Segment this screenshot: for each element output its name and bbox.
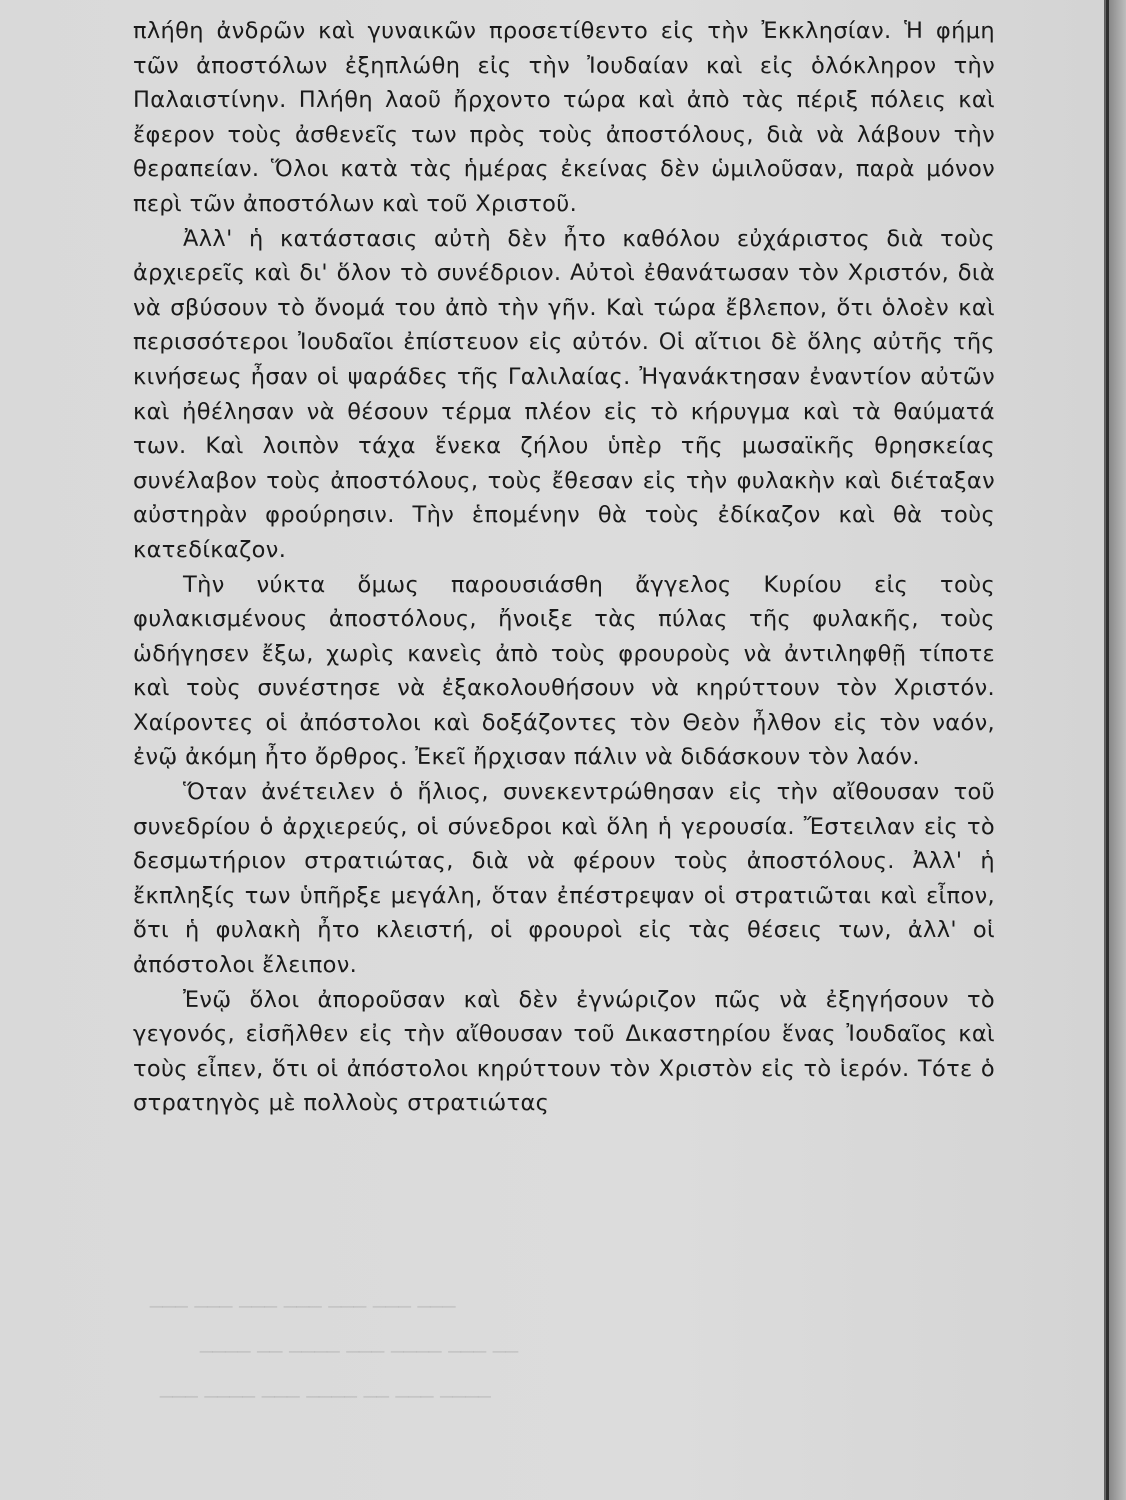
show-through-text: ── ─── ──── ─── ──── ── ──── (200, 1340, 519, 1364)
show-through-text: ─── ─── ─── ─── ─── ─── ─── (150, 1295, 456, 1319)
show-through-text: ──── ─── ── ──── ─── ──── ─── (160, 1385, 491, 1409)
paragraph-5: Ἐνῷ ὅλοι ἀποροῦσαν καὶ δὲν ἐγνώριζον πῶς νὰ ἐξηγήσουν τὸ γεγονός, εἰσῆλθεν εἰς τὴν αἴθουσαν τοῦ Δικαστηρίου ἕνας Ἰουδαῖος καὶ τοὺς εἶπεν, ὅτι οἱ ἀπόστολοι κηρύττουν τὸν Χριστὸν εἰς τὸ ἱερόν. Τότε ὁ στρατηγὸς μὲ πολλοὺς στρατιώτας (133, 986, 995, 1117)
paragraph-1: πλήθη ἀνδρῶν καὶ γυναικῶν προσετίθεντο εἰς τὴν Ἐκκλησίαν. Ἡ φήμη τῶν ἀποστόλων ἐξηπλώθη εἰς τὴν Ἰουδαίαν καὶ εἰς ὁλόκληρον τὴν Παλαιστίνην. Πλήθη λαοῦ ἤρχοντο τώρα καὶ ἀπὸ τὰς πέριξ πόλεις καὶ ἔφερον τοὺς ἀσθενεῖς των πρὸς τοὺς ἀποστόλους, διὰ νὰ λάβουν τὴν θεραπείαν. Ὅλοι κατὰ τὰς ἡμέρας ἐκείνας δὲν ὡμιλοῦσαν, παρὰ μόνον περὶ τῶν ἀποστόλων καὶ τοῦ Χριστοῦ. (133, 18, 995, 217)
paragraph-2: Ἀλλ' ἡ κατάστασις αὐτὴ δὲν ἦτο καθόλου εὐχάριστος διὰ τοὺς ἀρχιερεῖς καὶ δι' ὅλον τὸ συνέδριον. Αὐτοὶ ἐθανάτωσαν τὸν Χριστόν, διὰ νὰ σβύσουν τὸ ὄνομά του ἀπὸ τὴν γῆν. Καὶ τώρα ἔβλεπον, ὅτι ὁλοὲν καὶ περισσότεροι Ἰουδαῖοι ἐπίστευον εἰς αὐτόν. Οἱ αἴτιοι δὲ ὅλης αὐτῆς τῆς κινήσεως ἦσαν οἱ ψαράδες τῆς Γαλιλαίας. Ἠγανάκτησαν ἐναντίον αὐτῶν καὶ ἠθέλησαν νὰ θέσουν τέρμα πλέον εἰς τὸ κήρυγμα καὶ τὰ θαύματά των. Καὶ λοιπὸν τάχα ἕνεκα ζήλου ὑπὲρ τῆς μωσαϊκῆς θρησκείας συνέλαβον τοὺς ἀποστόλους, τοὺς ἔθεσαν εἰς τὴν φυλακὴν καὶ διέταξαν αὐστηρὰν φρούρησιν. Τὴν ἑπομένην θὰ τοὺς ἐδίκαζον καὶ θὰ τοὺς κατεδίκαζον. (133, 225, 995, 563)
body-text (133, 14, 995, 1121)
paragraph-4: Ὅταν ἀνέτειλεν ὁ ἥλιος, συνεκεντρώθησαν εἰς τὴν αἴθουσαν τοῦ συνεδρίου ὁ ἀρχιερεύς, οἱ σύνεδροι καὶ ὅλη ἡ γερουσία. Ἔστειλαν εἰς τὸ δεσμωτήριον στρατιώτας, διὰ νὰ φέρουν τοὺς ἀποστόλους. Ἀλλ' ἡ ἔκπληξίς των ὑπῆρξε μεγάλη, ὅταν ἐπέστρεψαν οἱ στρατιῶται καὶ εἶπον, ὅτι ἡ φυλακὴ ἦτο κλειστή, οἱ φρουροὶ εἰς τὰς θέσεις των, ἀλλ' οἱ ἀπόστολοι ἔλειπον. (133, 779, 995, 979)
paragraph-3: Τὴν νύκτα ὅμως παρουσιάσθη ἄγγελος Κυρίου εἰς τοὺς φυλακισμένους ἀποστόλους, ἤνοιξε τὰς πύλας τῆς φυλακῆς, τοὺς ὡδήγησεν ἔξω, χωρὶς κανεὶς ἀπὸ τοὺς φρουροὺς νὰ ἀντιληφθῇ τίποτε καὶ τοὺς συνέστησε νὰ ἐξακολουθήσουν νὰ κηρύττουν τὸν Χριστόν. Χαίροντες οἱ ἀπόστολοι καὶ δοξάζοντες τὸν Θεὸν ἦλθον εἰς τὸν ναόν, ἐνῷ ἀκόμη ἦτο ὄρθρος. Ἐκεῖ ἤρχισαν πάλιν νὰ διδάσκουν τὸν λαόν. (133, 571, 995, 771)
book-spine-edge (1104, 0, 1126, 1500)
